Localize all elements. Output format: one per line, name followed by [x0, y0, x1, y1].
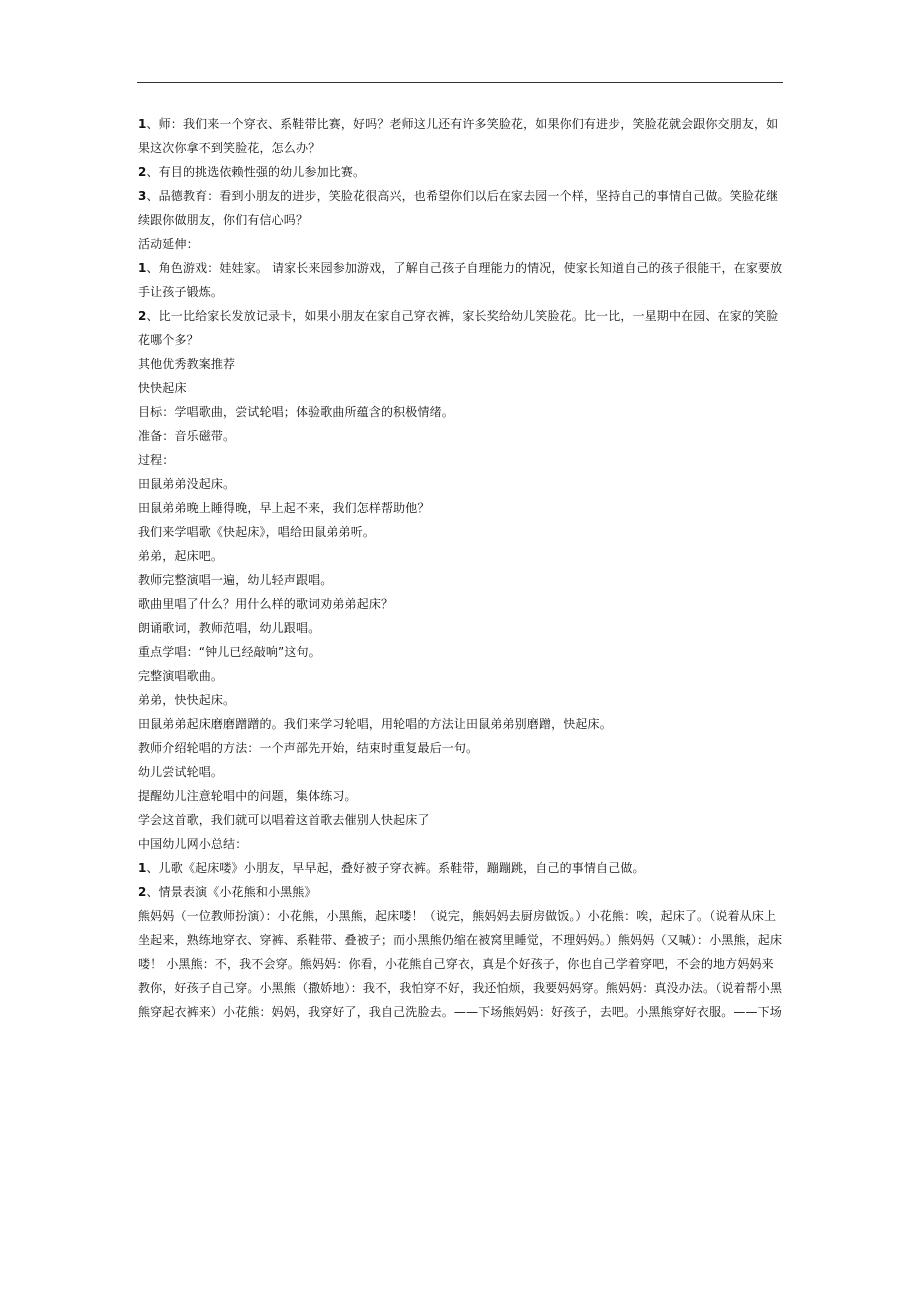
paragraph-text: 提醒幼儿注意轮唱中的问题，集体练习。: [138, 789, 357, 803]
paragraph-text: 朗诵歌词，教师范唱，幼儿跟唱。: [138, 621, 321, 635]
paragraph: [138, 832, 784, 856]
paragraph-text: 教师完整演唱一遍，幼儿轻声跟唱。: [138, 573, 333, 587]
paragraph-text: 完整演唱歌曲。: [138, 669, 224, 683]
paragraph: [138, 856, 784, 880]
paragraph: [138, 904, 784, 1024]
paragraph: [138, 544, 784, 568]
paragraph: [138, 160, 784, 184]
paragraph-text: 田鼠弟弟晚上睡得晚，早上起不来，我们怎样帮助他？: [138, 501, 430, 515]
paragraph-text: 我们来学唱歌《快起床》，唱给田鼠弟弟听。: [138, 525, 376, 539]
paragraph: [138, 712, 784, 736]
paragraph: [138, 256, 784, 304]
paragraph-text: 弟弟，起床吧。: [138, 549, 224, 563]
paragraph-text: 、有目的挑选依赖性强的幼儿参加比赛。: [146, 165, 366, 179]
paragraph-text: 、情景表演《小花熊和小黑熊》: [146, 885, 317, 899]
paragraph: [138, 232, 784, 256]
paragraph: [138, 448, 784, 472]
paragraph: [138, 400, 784, 424]
paragraph-text: 过程：: [138, 453, 175, 467]
paragraph-text: 熊妈妈（一位教师扮演）：小花熊，小黑熊，起床喽！（说完，熊妈妈去厨房做饭。）小花熊：唉，起床了。（说着从床上坐起来，熟练地穿衣、穿裤、系鞋带、叠被子；而小黑熊仍缩在被窝里睡觉，不理妈妈。）熊妈妈（又喊）：小黑熊，起床喽！ 小黑熊：不，我不会穿。熊妈妈：你看，小花熊自己穿衣，真是个好孩子，你也自己学着穿吧，不会的地方妈妈来教你，好孩子自己穿。小黑熊（撒娇地）：我不，我怕穿不好，我还怕烦，我要妈妈穿。熊妈妈：真没办法。（说着帮小黑熊穿起衣裤来）小花熊：妈妈，我穿好了，我自己洗脸去。——下场熊妈妈：好孩子，去吧。小黑熊穿好衣服。——下场: [138, 909, 783, 1019]
paragraph-number: 3: [138, 189, 147, 203]
paragraph-text: 田鼠弟弟起床磨磨蹭蹭的。我们来学习轮唱，用轮唱的方法让田鼠弟弟别磨蹭，快起床。: [138, 717, 612, 731]
paragraph: [138, 688, 784, 712]
paragraph: [138, 112, 784, 160]
paragraph-text: 、角色游戏：娃娃家。 请家长来园参加游戏，了解自己孩子自理能力的情况，使家长知道自己的孩子很能干，在家要放手让孩子锻炼。: [138, 261, 783, 299]
paragraph-number: 2: [138, 165, 147, 179]
paragraph: [138, 784, 784, 808]
paragraph: [138, 424, 784, 448]
document-body: [138, 112, 784, 1024]
paragraph-text: 准备：音乐磁带。: [138, 429, 236, 443]
paragraph-text: 、师：我们来一个穿衣、系鞋带比赛，好吗？老师这儿还有许多笑脸花，如果你们有进步，笑脸花就会跟你交朋友，如果这次你拿不到笑脸花，怎么办？: [138, 117, 779, 155]
paragraph-text: 教师介绍轮唱的方法：一个声部先开始，结束时重复最后一句。: [138, 741, 479, 755]
paragraph: [138, 880, 784, 904]
paragraph-text: 重点学唱：“钟儿已经敲响”这句。: [138, 645, 321, 659]
header-rule: [137, 82, 783, 83]
paragraph-text: 中国幼儿网小总结：: [138, 837, 248, 851]
paragraph: [138, 568, 784, 592]
paragraph-text: 歌曲里唱了什么？用什么样的歌词劝弟弟起床？: [138, 597, 394, 611]
paragraph-text: 其他优秀教案推荐: [138, 357, 236, 371]
paragraph-text: 目标：学唱歌曲，尝试轮唱；体验歌曲所蕴含的积极情绪。: [138, 405, 454, 419]
paragraph: [138, 472, 784, 496]
paragraph: [138, 592, 784, 616]
paragraph-number: 1: [138, 117, 147, 131]
paragraph-text: 幼儿尝试轮唱。: [138, 765, 224, 779]
paragraph: [138, 496, 784, 520]
paragraph: [138, 760, 784, 784]
paragraph-text: 快快起床: [138, 381, 187, 395]
paragraph-text: 、品德教育：看到小朋友的进步，笑脸花很高兴，也希望你们以后在家去园一个样，坚持自己的事情自己做。笑脸花继续跟你做朋友，你们有信心吗？: [138, 189, 779, 227]
paragraph: [138, 352, 784, 376]
paragraph: [138, 808, 784, 832]
paragraph: [138, 664, 784, 688]
paragraph-number: 1: [138, 861, 147, 875]
paragraph-number: 2: [138, 309, 147, 323]
paragraph-text: 弟弟，快快起床。: [138, 693, 236, 707]
paragraph: [138, 376, 784, 400]
paragraph-text: 、儿歌《起床喽》小朋友，早早起，叠好被子穿衣裤。系鞋带，蹦蹦跳，自己的事情自己做。: [146, 861, 645, 875]
paragraph-text: 田鼠弟弟没起床。: [138, 477, 236, 491]
paragraph-number: 1: [138, 261, 147, 275]
paragraph-number: 2: [138, 885, 147, 899]
paragraph: [138, 616, 784, 640]
paragraph-text: 学会这首歌，我们就可以唱着这首歌去催别人快起床了: [138, 813, 430, 827]
paragraph-text: 活动延伸：: [138, 237, 199, 251]
paragraph-text: 、比一比给家长发放记录卡，如果小朋友在家自己穿衣裤，家长奖给幼儿笑脸花。比一比，一星期中在园、在家的笑脸花哪个多？: [138, 309, 779, 347]
paragraph: [138, 184, 784, 232]
paragraph: [138, 736, 784, 760]
paragraph: [138, 520, 784, 544]
paragraph: [138, 304, 784, 352]
paragraph: [138, 640, 784, 664]
